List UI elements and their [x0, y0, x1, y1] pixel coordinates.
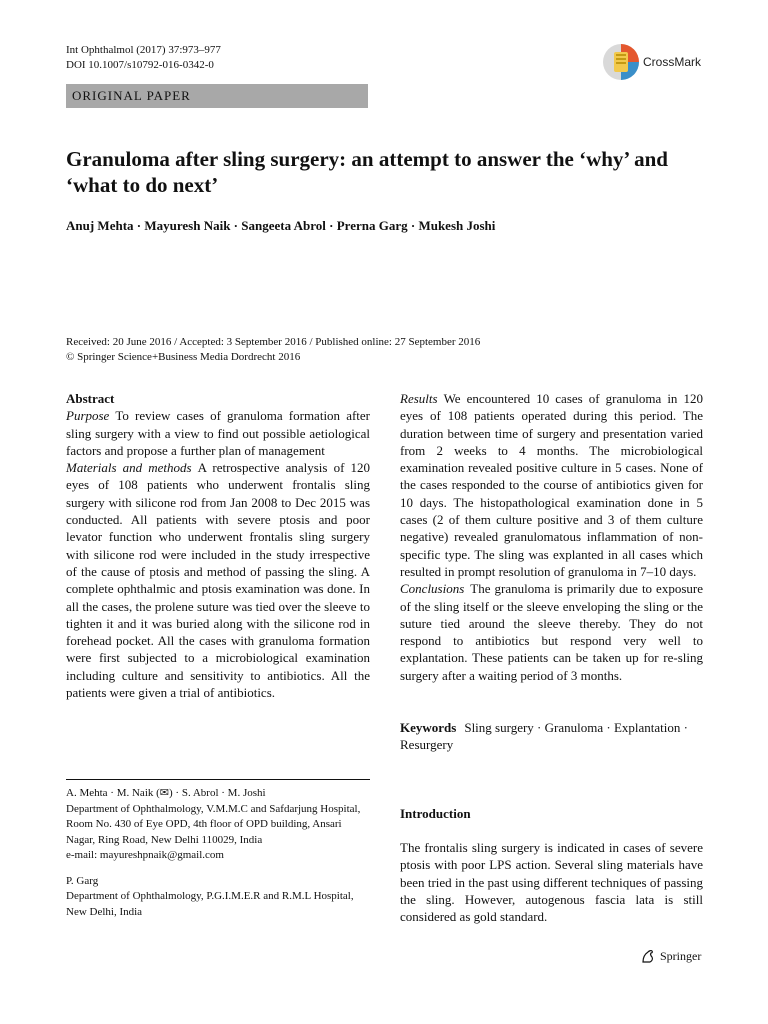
crossmark-badge[interactable]	[602, 42, 712, 82]
conclusions-text: The granuloma is primarily due to exposure of the sling itself or the sleeve enveloping the sling or the suture tied around the sleeve thereby. They do not respond to antibiotics but respond very well to explantation. These patients can be taken up for re-sling surgery after a waiting period of 3 months.	[400, 581, 703, 683]
abstract-conclusions	[400, 580, 703, 684]
results-text: We encountered 10 cases of granuloma in 120 eyes of 108 patients operated during this period. The duration between time of surgery and presentation varied from 2 weeks to 4 months. The microbiological examination revealed positive culture in 5 cases. None of the cases responded to the course of antibiotics given for 10 days. The histopathological examination done in 5 cases (2 of them culture positive and 3 of them culture negative) revealed granulomatous inflammation of non-specific type. The sling was explanted in all cases which resulted in prompt resolution of granuloma in 7–10 days.	[400, 391, 703, 579]
doi-link[interactable]: DOI 10.1007/s10792-016-0342-0	[66, 59, 214, 71]
keywords-block	[400, 719, 703, 754]
abstract-results	[400, 390, 703, 580]
methods-text: A retrospective analysis of 120 eyes of 108 patients who underwent frontalis sling surgery with silicone rod from Jan 2008 to Dec 2015 was conducted. All patients with severe ptosis and poor levator function who underwent frontalis sling surgery with silicone rod were included in the study irrespective of the cause of ptosis and method of passing the sling. A complete ophthalmic and ptosis examination was done. In all the cases, the prolene suture was tied over the sleeve to tighten it and it was buried along with the silicone rod in forehead pocket. All the cases with granuloma formation were first subjected to a microbiological examination including culture and sensitivity to antibiotics. All the patients were given a trial of antibiotics.	[66, 460, 371, 701]
affiliation-authors-1: A. Mehta · M. Naik (✉) · S. Abrol · M. Joshi	[66, 787, 266, 799]
journal-meta	[66, 43, 221, 73]
journal-citation: Int Ophthalmol (2017) 37:973–977	[66, 44, 221, 56]
affiliation-dept-2: Department of Ophthalmology, P.G.I.M.E.R and R.M.L Hospital, New Delhi, India	[66, 890, 354, 918]
dates-line: Received: 20 June 2016 / Accepted: 3 September 2016 / Published online: 27 September 2016	[66, 336, 481, 348]
corresponding-email[interactable]: e-mail: mayureshpnaik@gmail.com	[66, 849, 224, 861]
article-title: Granuloma after sling surgery: an attempt to answer the ‘why’ and ‘what to do next’	[66, 147, 668, 197]
purpose-label: Purpose	[66, 408, 110, 424]
abstract-purpose	[66, 407, 370, 459]
abstract-right-column	[400, 390, 703, 684]
article-type-banner: ORIGINAL PAPER	[66, 84, 368, 108]
affiliation-dept-1: Department of Ophthalmology, V.M.M.C and Safdarjung Hospital, Room No. 430 of Eye OPD, 4th floor of OPD building, Ansari Nagar, Ring Road, New Delhi 110029, India	[66, 802, 361, 846]
affiliations	[66, 786, 370, 920]
purpose-text: To review cases of granuloma formation after sling surgery with a view to find out possible aetiological factors and propose a further plan of management	[66, 408, 370, 458]
keywords-text: Sling surgery · Granuloma · Explantation · Resurgery	[400, 720, 688, 753]
copyright-line: © Springer Science+Business Media Dordrecht 2016	[66, 351, 301, 363]
abstract-methods	[66, 459, 370, 701]
affiliation-authors-2: P. Garg	[66, 874, 99, 887]
introduction-heading: Introduction	[400, 806, 471, 821]
footnote-divider	[66, 779, 370, 780]
publication-history	[66, 335, 480, 365]
author-list: Anuj Mehta · Mayuresh Naik · Sangeeta Abrol · Prerna Garg · Mukesh Joshi	[66, 218, 496, 233]
keywords-label: Keywords	[400, 720, 457, 735]
publisher-name: Springer	[660, 948, 702, 963]
introduction-text: The frontalis sling surgery is indicated in cases of severe ptosis with poor LPS action. Several sling materials have been tried in the past using different techniques of passing the sling. However, autogenous fascia lata is still considered as gold standard.	[400, 840, 703, 925]
abstract-heading: Abstract	[66, 391, 115, 406]
crossmark-label: CrossMark	[643, 55, 702, 69]
abstract-left-column	[66, 390, 370, 701]
publisher-logo	[640, 948, 701, 964]
results-label: Results	[400, 391, 438, 406]
conclusions-label: Conclusions	[400, 581, 465, 597]
crossmark-icon	[602, 43, 640, 81]
methods-label: Materials and methods	[66, 460, 192, 476]
springer-horse-icon	[640, 948, 656, 964]
